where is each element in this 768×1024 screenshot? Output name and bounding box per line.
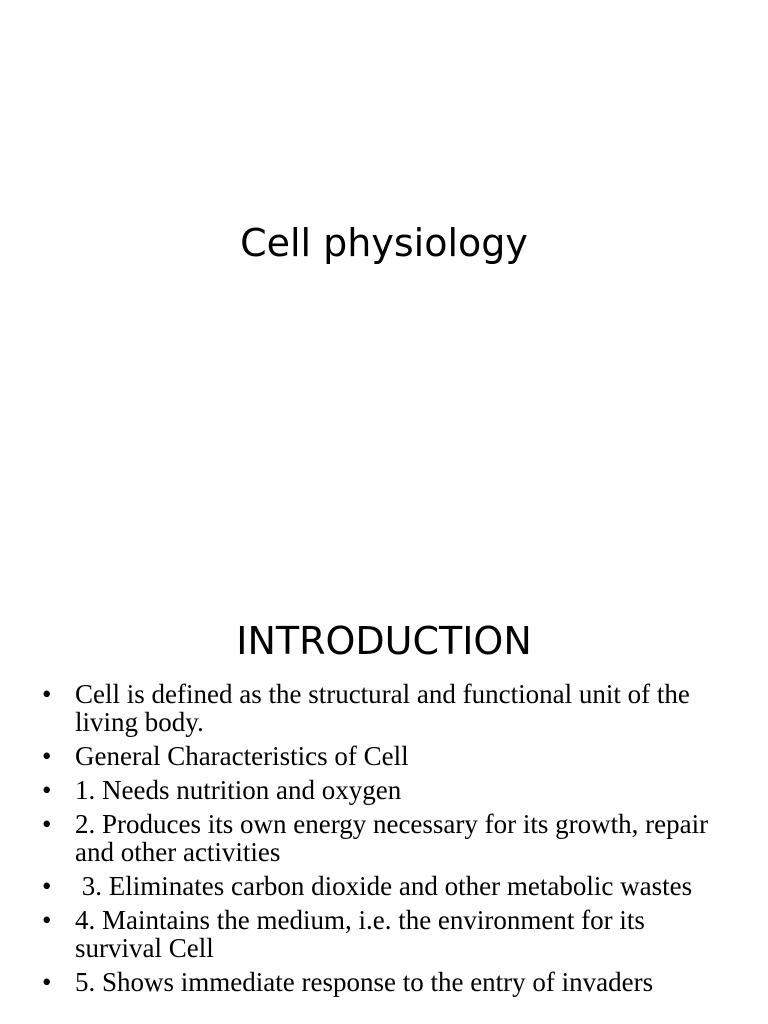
bullet-text: 2. Produces its own energy necessary for its growth, repair and other activities [75, 809, 709, 867]
bullet-dot-icon: • [42, 679, 52, 709]
bullet-text: 1. Needs nutrition and oxygen [75, 775, 402, 805]
bullet-item [38, 742, 718, 770]
slide-title-heading: Cell physiology [240, 221, 528, 265]
bullet-dot-icon: • [42, 741, 52, 771]
bullet-dot-icon: • [42, 905, 52, 935]
bullet-dot-icon: • [42, 967, 52, 997]
bullet-item [38, 776, 718, 804]
bullet-text: 4. Maintains the medium, i.e. the environment for its survival Cell [75, 905, 645, 963]
slide-introduction [0, 576, 768, 1024]
bullet-item [38, 968, 718, 996]
introduction-bullet-list [38, 680, 718, 1002]
bullet-dot-icon: • [42, 871, 52, 901]
bullet-dot-icon: • [42, 809, 52, 839]
bullet-item [38, 906, 718, 962]
bullet-text: Cell is defined as the structural and functional unit of the living body. [75, 679, 690, 737]
introduction-heading: INTRODUCTION [236, 619, 532, 663]
bullet-text: 3. Eliminates carbon dioxide and other metabolic wastes [75, 871, 693, 901]
bullet-dot-icon: • [42, 775, 52, 805]
bullet-text: General Characteristics of Cell [75, 741, 409, 771]
bullet-text: 5. Shows immediate response to the entry of invaders [75, 967, 654, 997]
bullet-item [38, 680, 718, 736]
bullet-item [38, 872, 718, 900]
bullet-item [38, 810, 718, 866]
